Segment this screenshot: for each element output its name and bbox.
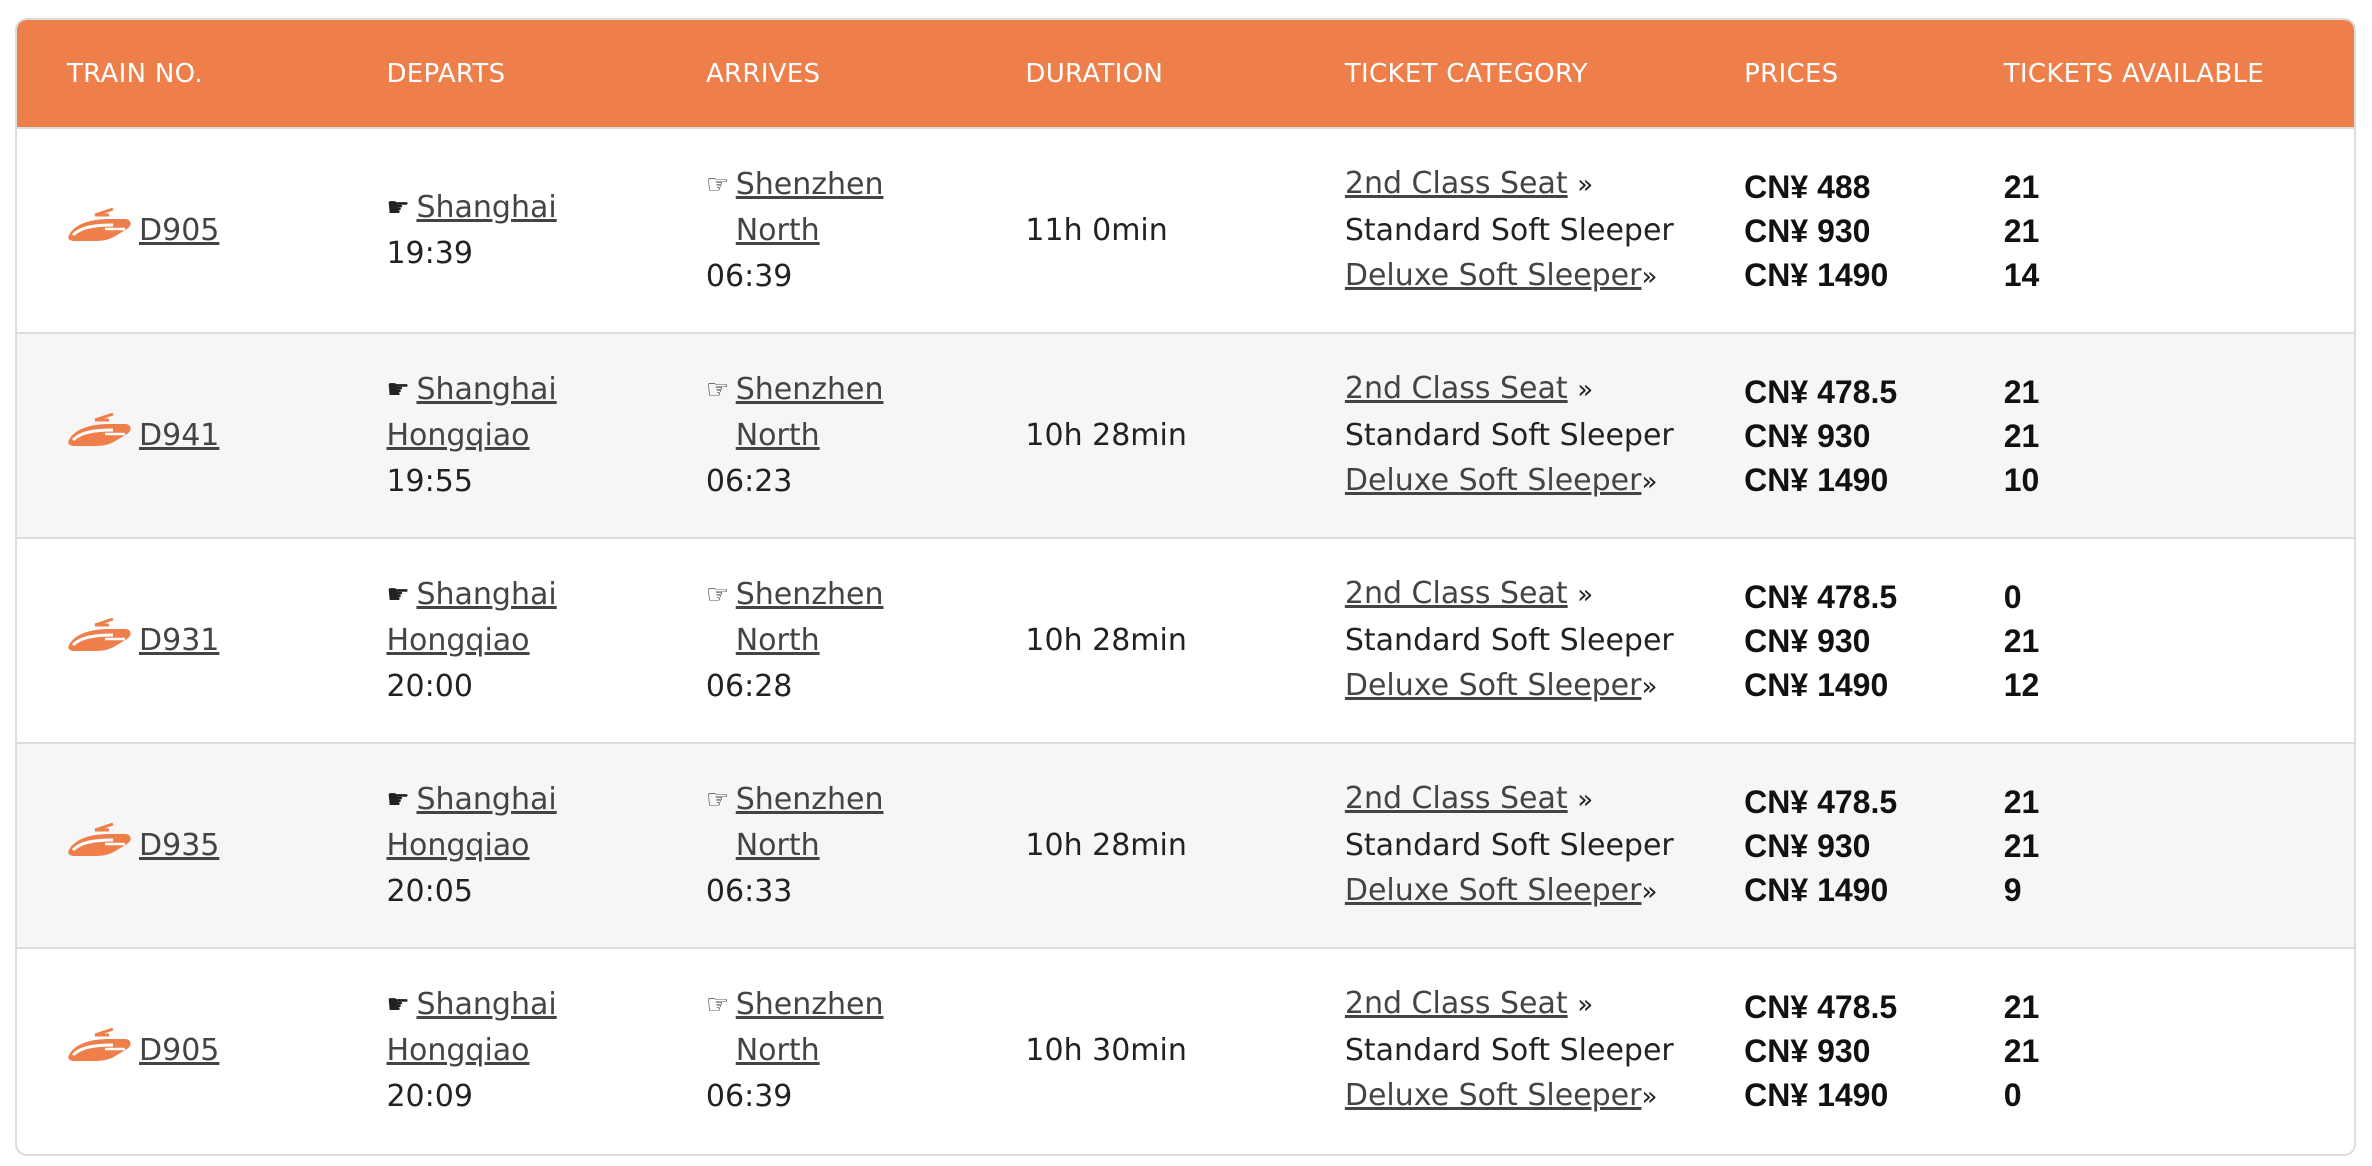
hand-pointing-right-icon: ☞ — [705, 989, 730, 1020]
hand-pointing-right-icon: ☞ — [705, 579, 730, 610]
hand-pointing-icon: ☛ — [386, 784, 410, 815]
chevron-right-icon: » — [1641, 672, 1658, 702]
depart-station-link[interactable]: Shanghai — [416, 576, 557, 612]
header-ticket-category: TICKET CATEGORY — [1344, 58, 1588, 89]
arrive-time: 06:39 — [705, 1078, 793, 1114]
departs-cell — [336, 982, 655, 1120]
depart-time: 20:05 — [386, 873, 473, 909]
available-count: 21 — [2003, 417, 2040, 454]
duration-cell: 11h 0min — [1025, 213, 1168, 248]
chevron-right-icon: » — [1577, 375, 1594, 405]
arrives-cell — [656, 982, 975, 1120]
arrive-station-link[interactable]: Shenzhen North — [735, 781, 884, 863]
available-count: 0 — [2003, 578, 2022, 615]
table-row — [17, 742, 2354, 947]
header-duration: DURATION — [1025, 58, 1164, 89]
available-count: 10 — [2003, 461, 2040, 498]
available-count: 21 — [2003, 212, 2040, 249]
depart-time: 19:55 — [386, 463, 473, 499]
hand-pointing-icon: ☛ — [386, 192, 410, 223]
depart-time: 20:00 — [386, 668, 473, 704]
table-body — [17, 127, 2354, 1152]
duration-cell: 10h 30min — [1025, 1033, 1187, 1068]
header-departs: DEPARTS — [386, 58, 506, 89]
depart-station-link[interactable]: Shanghai — [416, 781, 557, 817]
train-cell — [17, 615, 336, 667]
prices-cell — [1694, 575, 1974, 707]
train-number-link[interactable]: D931 — [139, 623, 220, 658]
train-cell — [17, 1025, 336, 1077]
arrives-cell — [656, 367, 975, 505]
chevron-right-icon: » — [1641, 1082, 1658, 1112]
price-value: CN¥ 930 — [1744, 1032, 1871, 1069]
ticket-category-cell — [1295, 161, 1694, 300]
available-count: 21 — [2003, 622, 2040, 659]
table-row — [17, 127, 2354, 332]
available-count: 21 — [2003, 373, 2040, 410]
chevron-right-icon: » — [1641, 877, 1658, 907]
category-deluxe-soft-sleeper-link[interactable]: Deluxe Soft Sleeper — [1344, 873, 1642, 908]
depart-station-link[interactable]: Shanghai — [416, 189, 557, 225]
depart-time: 19:39 — [386, 235, 473, 271]
hand-pointing-right-icon: ☞ — [705, 169, 730, 200]
ticket-category-cell — [1295, 571, 1694, 710]
depart-station-link[interactable]: Shanghai — [416, 986, 557, 1022]
duration-cell: 10h 28min — [1025, 828, 1187, 863]
category-2nd-class-link[interactable]: 2nd Class Seat — [1344, 576, 1568, 611]
available-count: 14 — [2003, 256, 2040, 293]
train-results-table — [15, 18, 2356, 1156]
arrives-cell — [656, 777, 975, 915]
arrive-time: 06:33 — [705, 873, 793, 909]
tickets-available-cell — [1974, 985, 2354, 1117]
category-2nd-class-link[interactable]: 2nd Class Seat — [1344, 781, 1568, 816]
price-value: CN¥ 930 — [1744, 622, 1871, 659]
available-count: 9 — [2003, 871, 2022, 908]
category-2nd-class-link[interactable]: 2nd Class Seat — [1344, 986, 1568, 1021]
price-value: CN¥ 1490 — [1744, 256, 1889, 293]
train-cell — [17, 410, 336, 462]
arrive-station-link[interactable]: Shenzhen North — [735, 576, 884, 658]
header-train-no: TRAIN NO. — [67, 58, 203, 89]
available-count: 21 — [2003, 168, 2040, 205]
available-count: 21 — [2003, 1032, 2040, 1069]
prices-cell — [1694, 780, 1974, 912]
train-number-link[interactable]: D905 — [139, 213, 220, 248]
price-value: CN¥ 478.5 — [1744, 373, 1898, 410]
category-standard-soft-sleeper: Standard Soft Sleeper — [1344, 213, 1674, 248]
departs-cell — [336, 777, 655, 915]
hand-pointing-right-icon: ☞ — [705, 374, 730, 405]
arrive-station-link[interactable]: Shenzhen North — [735, 371, 884, 453]
ticket-category-cell — [1295, 776, 1694, 915]
train-number-link[interactable]: D941 — [139, 418, 220, 453]
chevron-right-icon: » — [1577, 785, 1594, 815]
price-value: CN¥ 1490 — [1744, 461, 1889, 498]
price-value: CN¥ 1490 — [1744, 666, 1889, 703]
depart-station-line2[interactable]: Hongqiao — [386, 1032, 530, 1068]
price-value: CN¥ 930 — [1744, 417, 1871, 454]
available-count: 0 — [2003, 1076, 2022, 1113]
depart-station-link[interactable]: Shanghai — [416, 371, 557, 407]
category-standard-soft-sleeper: Standard Soft Sleeper — [1344, 828, 1674, 863]
tickets-available-cell — [1974, 575, 2354, 707]
arrives-cell — [656, 572, 975, 710]
tickets-available-cell — [1974, 780, 2354, 912]
category-deluxe-soft-sleeper-link[interactable]: Deluxe Soft Sleeper — [1344, 668, 1642, 703]
price-value: CN¥ 1490 — [1744, 1076, 1889, 1113]
train-cell — [17, 820, 336, 872]
train-cell — [17, 205, 336, 257]
arrive-time: 06:23 — [705, 463, 793, 499]
ticket-category-cell — [1295, 981, 1694, 1120]
prices-cell — [1694, 985, 1974, 1117]
category-standard-soft-sleeper: Standard Soft Sleeper — [1344, 623, 1674, 658]
chevron-right-icon: » — [1577, 580, 1594, 610]
category-deluxe-soft-sleeper-link[interactable]: Deluxe Soft Sleeper — [1344, 463, 1642, 498]
price-value: CN¥ 478.5 — [1744, 988, 1898, 1025]
price-value: CN¥ 930 — [1744, 827, 1871, 864]
train-icon — [65, 410, 139, 462]
table-row — [17, 537, 2354, 742]
header-prices: PRICES — [1744, 58, 1839, 89]
category-standard-soft-sleeper: Standard Soft Sleeper — [1344, 418, 1674, 453]
category-2nd-class-link[interactable]: 2nd Class Seat — [1344, 371, 1568, 406]
price-value: CN¥ 488 — [1744, 168, 1871, 205]
table-header — [17, 20, 2354, 127]
depart-station-line2[interactable]: Hongqiao — [386, 827, 530, 863]
price-value: CN¥ 478.5 — [1744, 578, 1898, 615]
table-row — [17, 947, 2354, 1152]
price-value: CN¥ 478.5 — [1744, 783, 1898, 820]
table-row — [17, 332, 2354, 537]
available-count: 21 — [2003, 827, 2040, 864]
tickets-available-cell — [1974, 165, 2354, 297]
chevron-right-icon: » — [1577, 990, 1594, 1020]
category-standard-soft-sleeper: Standard Soft Sleeper — [1344, 1033, 1674, 1068]
hand-pointing-right-icon: ☞ — [705, 784, 730, 815]
price-value: CN¥ 930 — [1744, 212, 1871, 249]
departs-cell — [336, 572, 655, 710]
train-icon — [65, 615, 139, 667]
arrives-cell — [656, 162, 975, 300]
header-arrives: ARRIVES — [705, 58, 821, 89]
departs-cell — [336, 185, 655, 277]
depart-station-line2[interactable]: Hongqiao — [386, 417, 530, 453]
arrive-time: 06:28 — [705, 668, 793, 704]
category-deluxe-soft-sleeper-link[interactable]: Deluxe Soft Sleeper — [1344, 258, 1642, 293]
train-number-link[interactable]: D905 — [139, 1033, 220, 1068]
category-deluxe-soft-sleeper-link[interactable]: Deluxe Soft Sleeper — [1344, 1078, 1642, 1113]
train-number-link[interactable]: D935 — [139, 828, 220, 863]
train-icon — [65, 1025, 139, 1077]
prices-cell — [1694, 165, 1974, 297]
depart-station-line2[interactable]: Hongqiao — [386, 622, 530, 658]
depart-time: 20:09 — [386, 1078, 473, 1114]
train-icon — [65, 820, 139, 872]
arrive-station-link[interactable]: Shenzhen North — [735, 986, 884, 1068]
prices-cell — [1694, 370, 1974, 502]
departs-cell — [336, 367, 655, 505]
arrive-station-link[interactable]: Shenzhen North — [735, 166, 884, 248]
price-value: CN¥ 1490 — [1744, 871, 1889, 908]
available-count: 12 — [2003, 666, 2040, 703]
train-icon — [65, 205, 139, 257]
chevron-right-icon: » — [1641, 262, 1658, 292]
ticket-category-cell — [1295, 366, 1694, 505]
category-2nd-class-link[interactable]: 2nd Class Seat — [1344, 166, 1568, 201]
hand-pointing-icon: ☛ — [386, 989, 410, 1020]
duration-cell: 10h 28min — [1025, 418, 1187, 453]
arrive-time: 06:39 — [705, 258, 793, 294]
hand-pointing-icon: ☛ — [386, 579, 410, 610]
header-tickets-available: TICKETS AVAILABLE — [2003, 58, 2264, 89]
hand-pointing-icon: ☛ — [386, 374, 410, 405]
available-count: 21 — [2003, 783, 2040, 820]
chevron-right-icon: » — [1577, 170, 1594, 200]
duration-cell: 10h 28min — [1025, 623, 1187, 658]
tickets-available-cell — [1974, 370, 2354, 502]
chevron-right-icon: » — [1641, 467, 1658, 497]
available-count: 21 — [2003, 988, 2040, 1025]
